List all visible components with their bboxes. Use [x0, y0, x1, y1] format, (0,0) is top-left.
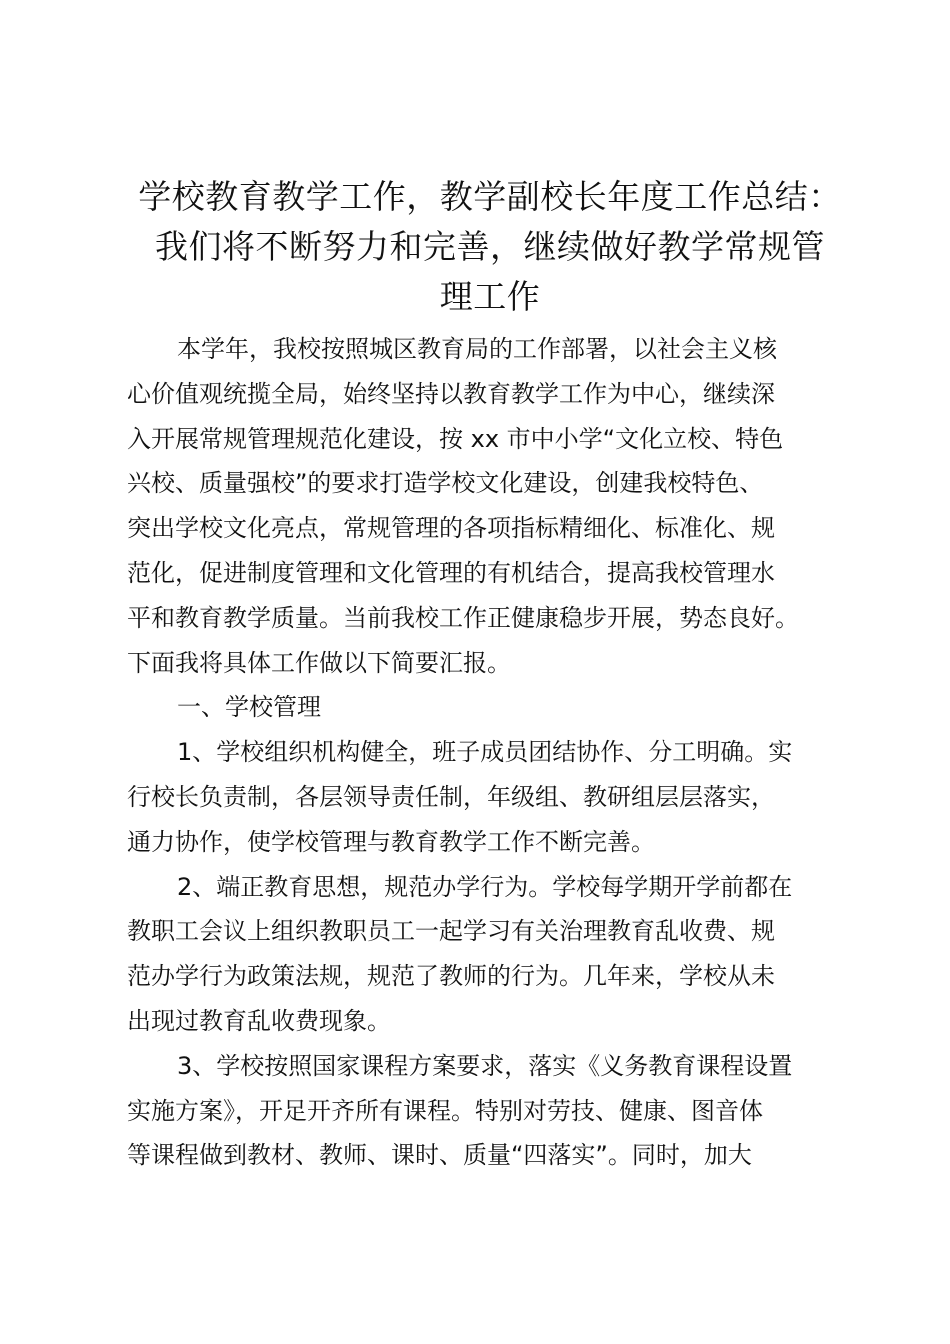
text-line: 突出学校文化亮点，常规管理的各项指标精细化、标准化、规: [127, 514, 775, 543]
title-line: 理工作: [439, 277, 541, 316]
text-line: 1、学校组织机构健全，班子成员团结协作、分工明确。实: [177, 738, 793, 767]
intro-paragraph: [127, 327, 837, 685]
item-paragraph-1: [127, 730, 837, 864]
text-line: 下面我将具体工作做以下简要汇报。: [127, 648, 511, 677]
document-body: [127, 327, 837, 1178]
document-title: [120, 172, 860, 322]
text-line: 实施方案》，开足开齐所有课程。特别对劳技、健康、图音体: [127, 1096, 763, 1125]
text-line: 范办学行为政策法规，规范了教师的行为。几年来，学校从未: [127, 962, 775, 991]
title-line: 学校教育教学工作，教学副校长年度工作总结：: [138, 177, 842, 216]
section-heading: [127, 685, 837, 730]
title-line: 我们将不断努力和完善，继续做好教学常规管: [155, 227, 825, 266]
text-line: 行校长负责制，各层领导责任制，年级组、教研组层层落实，: [127, 782, 775, 811]
text-line: 3、学校按照国家课程方案要求，落实《义务教育课程设置: [177, 1051, 793, 1080]
text-line: 范化，促进制度管理和文化管理的有机结合，提高我校管理水: [127, 558, 775, 587]
text-line: 入开展常规管理规范化建设，按 xx 市中小学“文化立校、特色: [127, 424, 784, 453]
text-line: 心价值观统揽全局，始终坚持以教育教学工作为中心，继续深: [127, 379, 775, 408]
item-paragraph-2: [127, 865, 837, 1044]
text-line: 出现过教育乱收费现象。: [127, 1006, 391, 1035]
item-paragraph-3: [127, 1044, 837, 1178]
text-line: 教职工会议上组织教职员工一起学习有关治理教育乱收费、规: [127, 917, 775, 946]
text-line: 本学年，我校按照城区教育局的工作部署，以社会主义核: [177, 335, 777, 363]
text-line: 等课程做到教材、教师、课时、质量“四落实”。同时，加大: [127, 1141, 752, 1170]
text-line: 2、端正教育思想，规范办学行为。学校每学期开学前都在: [177, 872, 793, 901]
text-line: 兴校、质量强校”的要求打造学校文化建设，创建我校特色、: [127, 469, 764, 498]
text-line: 平和教育教学质量。当前我校工作正健康稳步开展，势态良好。: [127, 603, 799, 632]
text-line: 一、学校管理: [177, 693, 321, 722]
text-line: 通力协作，使学校管理与教育教学工作不断完善。: [127, 827, 655, 856]
